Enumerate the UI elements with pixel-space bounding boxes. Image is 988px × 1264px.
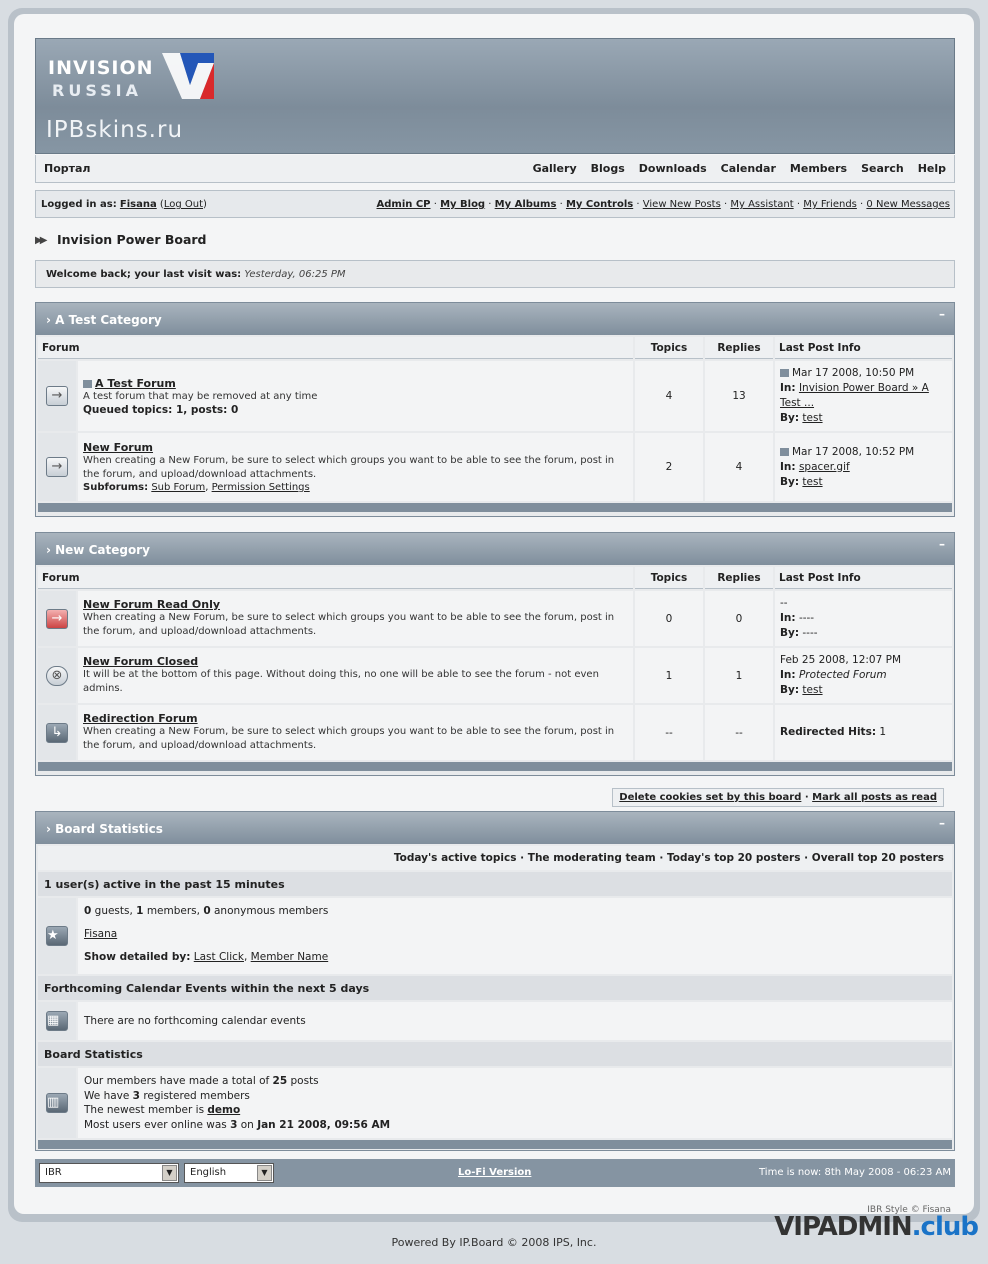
collapse-icon[interactable]: – [939,816,945,830]
topics-count: 4 [635,361,703,431]
anon-count: 0 [203,905,211,917]
bar-chart-icon: ▥ [46,1093,68,1113]
logo-ipbskins: IPBskins.ru [46,117,184,143]
topics-count: 2 [635,433,703,501]
collapse-icon[interactable]: – [939,307,945,321]
breadcrumb [35,232,955,250]
nav-calendar[interactable]: Calendar [720,162,776,175]
last-post-topic: ---- [798,612,815,624]
forum-row [38,705,952,760]
by-label: By: [780,412,800,424]
in-label: In: [780,382,796,394]
category-header [36,303,954,335]
moderating-team-link[interactable]: The moderating team [527,852,656,864]
lofi-link[interactable]: Lo-Fi Version [458,1167,532,1178]
category-a-test [35,302,955,517]
last-post-date: Mar 17 2008, 10:52 PM [792,445,915,458]
last-post-author-link[interactable]: test [802,412,823,424]
replies-count: 1 [705,648,773,703]
by-label: By: [780,627,800,639]
most-users-date: Jan 21 2008, 09:56 AM [257,1118,391,1131]
topics-count: 1 [635,648,703,703]
subforum-link[interactable]: Sub Forum [151,482,206,493]
col-topics: Topics [635,337,703,359]
username-link[interactable]: Fisana [119,199,157,210]
col-topics: Topics [635,567,703,589]
col-replies: Replies [705,567,773,589]
forum-name-link[interactable]: Redirection Forum [83,712,198,725]
replies-count: -- [705,705,773,760]
in-label: In: [780,460,796,473]
category-footer [38,503,952,512]
subforum-link[interactable]: Permission Settings [211,482,310,493]
stats-title: Board Statistics [55,822,163,836]
chevron-down-icon[interactable]: ▼ [257,1165,272,1181]
col-forum: Forum [38,567,633,589]
my-albums-link[interactable]: My Albums [494,199,557,210]
delete-cookies-link[interactable]: Delete cookies set by this board [619,792,802,803]
last-post-author-link[interactable]: test [802,475,823,488]
forum-arrow-icon[interactable]: → [46,457,68,477]
forum-name-link[interactable]: A Test Forum [95,376,176,390]
forum-description: When creating a New Forum, be sure to select which groups you want to be able to see the forum, post in the forum, and upload/download attachments. [83,726,615,751]
last-post-author-link[interactable]: test [802,684,823,696]
redirect-hits-value: 1 [879,726,887,738]
current-time: Time is now: 8th May 2008 - 06:23 AM [759,1167,951,1178]
collapse-icon[interactable]: – [939,537,945,551]
last-post-author: ---- [802,627,818,639]
nav-downloads[interactable]: Downloads [638,162,707,175]
category-new [35,532,955,776]
my-blog-link[interactable]: My Blog [440,199,486,210]
new-messages-link[interactable]: 0 New Messages [866,199,950,210]
language-select[interactable]: English ▼ [184,1163,274,1183]
col-forum: Forum [38,337,633,359]
topics-count: 0 [635,591,703,646]
view-new-posts-link[interactable]: View New Posts [642,199,721,210]
logged-in-label: Logged in as: [41,199,117,210]
detailed-label: Show detailed by: [84,951,191,963]
star-icon: ★ [46,926,68,946]
category-footer [38,762,952,771]
nav-blogs[interactable]: Blogs [590,162,625,175]
category-arrow-icon: › [46,313,56,327]
read-only-forum-icon[interactable]: → [46,609,68,629]
breadcrumb-title[interactable]: Invision Power Board [57,232,207,247]
board-actions: Delete cookies set by this board · Mark all posts as read [612,788,944,807]
forum-description: When creating a New Forum, be sure to select which groups you want to be able to see the forum, post in the forum, and upload/download attachments. [83,612,615,637]
welcome-box [35,260,955,288]
user-bar: Logged in as: Fisana (Log Out) Admin CP · My Blog · My Albums · My Controls · View New Posts · My Assistant · My Friends · 0 New Messages [35,190,955,218]
top-nav [35,155,955,183]
my-controls-link[interactable]: My Controls [565,199,634,210]
last-post-topic: Protected Forum [798,669,887,681]
forum-row [38,361,952,431]
calendar-heading: Forthcoming Calendar Events within the next 5 days [38,976,952,1000]
my-friends-link[interactable]: My Friends [803,199,857,210]
queued-topics: Queued topics: 1, posts: 0 [83,403,239,416]
skin-select[interactable]: IBR ▼ [39,1163,179,1183]
style-credit: IBR Style © Fisana [867,1205,951,1215]
last-post-topic-link[interactable]: spacer.gif [798,460,850,473]
category-title[interactable]: A Test Category [55,313,162,327]
last-post-date: Feb 25 2008, 12:07 PM [780,654,902,666]
replies-count: 13 [705,361,773,431]
forum-row: → New Forum When creating a New Forum, be sure to select which groups you want to be able to see the forum, post in the forum, and upload/download attachments. Subforums: Sub Forum, Permission Settings 2 4 Mar 17 2008, 10:52 PM In: spacer.gif By: test [38,433,952,501]
active-users-heading: 1 user(s) active in the past 15 minutes [38,872,952,896]
forum-row [38,591,952,646]
calendar-text: There are no forthcoming calendar events [78,1002,952,1040]
my-assistant-link[interactable]: My Assistant [730,199,794,210]
by-label: By: [780,475,800,488]
board-statistics: › Board Statistics – Today's active topics · The moderating team · Today's top 20 posters · Overall top 20 posters 1 user(s) active in the past 15 minutes ★ 0 guests, 1 members, 0 anonymous members Fisana Show detailed by: Last Click, Member Name Forthcoming Calendar Events within the next 5 days ▦ There are no forthcoming calendar events Board Statistics ▥ Our members have made a total of 25 posts We have 3 registered members The newest member is demo Most users ever online was 3 on Jan 21 2008, 09:56 AM [35,811,955,1151]
total-posts: 25 [272,1075,288,1087]
col-replies: Replies [705,337,773,359]
category-title[interactable]: New Category [55,543,150,557]
last-visit-time: Yesterday, 06:25 PM [244,269,346,280]
closed-forum-icon[interactable]: ⊗ [46,666,68,686]
replies-count: 4 [705,433,773,501]
powered-by: Powered By IP.Board © 2008 IPS, Inc. [391,1236,597,1249]
by-label: By: [780,684,800,696]
footer-bar [35,1159,955,1187]
last-post-date: -- [780,597,788,609]
forum-description: A test forum that may be removed at any time [83,390,318,402]
last-post-date: Mar 17 2008, 10:50 PM [792,367,915,379]
col-last-post: Last Post Info [775,567,952,589]
logo-invision: INVISION [48,57,154,79]
stats-header [36,812,954,844]
stats-links: Today's active topics · The moderating team · Today's top 20 posters · Overall top 20 posters [38,846,952,870]
forum-name-link[interactable]: New Forum Read Only [83,598,221,611]
mark-read-link[interactable]: Mark all posts as read [812,792,937,803]
most-users: 3 [230,1118,238,1131]
nav-portal[interactable]: Портал [44,162,91,175]
top-posters-today-link[interactable]: Today's top 20 posters [667,852,801,864]
forum-table [36,335,954,503]
last-post-icon[interactable] [780,369,789,377]
watermark: VIPADMIN.club [774,1212,978,1242]
v-logo-icon [160,51,216,101]
nav-members[interactable]: Members [789,162,848,175]
in-label: In: [780,612,796,624]
active-topics-link[interactable]: Today's active topics [393,852,517,864]
top-posters-overall-link[interactable]: Overall top 20 posters [811,852,944,864]
category-header [36,533,954,565]
calendar-icon: ▦ [46,1011,68,1031]
forum-row [38,648,952,703]
registered-count: 3 [132,1089,140,1102]
logo-russia: RUSSIA [52,81,142,100]
replies-count: 0 [705,591,773,646]
category-footer [38,1140,952,1149]
topics-count: -- [635,705,703,760]
redirect-forum-icon[interactable]: ↳ [46,723,68,743]
member-name-link[interactable]: Member Name [250,951,329,963]
welcome-label: Welcome back; your last visit was: [46,269,242,280]
subforums-label: Subforums: [83,482,149,493]
last-post-icon[interactable] [780,448,789,456]
col-last-post: Last Post Info [775,337,952,359]
forum-arrow-icon[interactable]: → [46,386,68,406]
newest-member-link[interactable]: demo [207,1104,241,1116]
online-user-link[interactable]: Fisana [84,928,118,940]
header-banner [35,38,955,154]
forum-description: When creating a New Forum, be sure to select which groups you want to be able to see the forum, post in the forum, and upload/download attachments. [83,455,615,480]
breadcrumb-arrow-icon: ▶▶ [35,235,45,246]
logout-link[interactable]: Log Out [163,199,203,210]
chevron-down-icon[interactable]: ▼ [162,1165,177,1181]
guests-count: 0 [84,905,92,917]
nav-gallery[interactable]: Gallery [532,162,577,175]
last-click-link[interactable]: Last Click [193,951,244,963]
redirect-hits-label: Redirected Hits: [780,726,877,738]
nav-help[interactable]: Help [917,162,946,175]
members-count: 1 [136,905,144,917]
nav-search[interactable]: Search [861,162,904,175]
category-arrow-icon: › [46,543,56,557]
forum-name-link[interactable]: New Forum Closed [83,655,199,668]
admin-cp-link[interactable]: Admin CP [376,199,431,210]
forum-mini-icon [83,380,92,388]
forum-description: It will be at the bottom of this page. Without doing this, no one will be able to see the forum - not even admins. [83,669,599,694]
forum-name-link[interactable]: New Forum [83,441,154,454]
last-post-topic-link[interactable]: Invision Power Board » A Test ... [780,382,929,409]
forum-table [36,565,954,762]
board-stats-heading: Board Statistics [38,1042,952,1066]
category-arrow-icon: › [46,822,56,836]
in-label: In: [780,669,796,681]
